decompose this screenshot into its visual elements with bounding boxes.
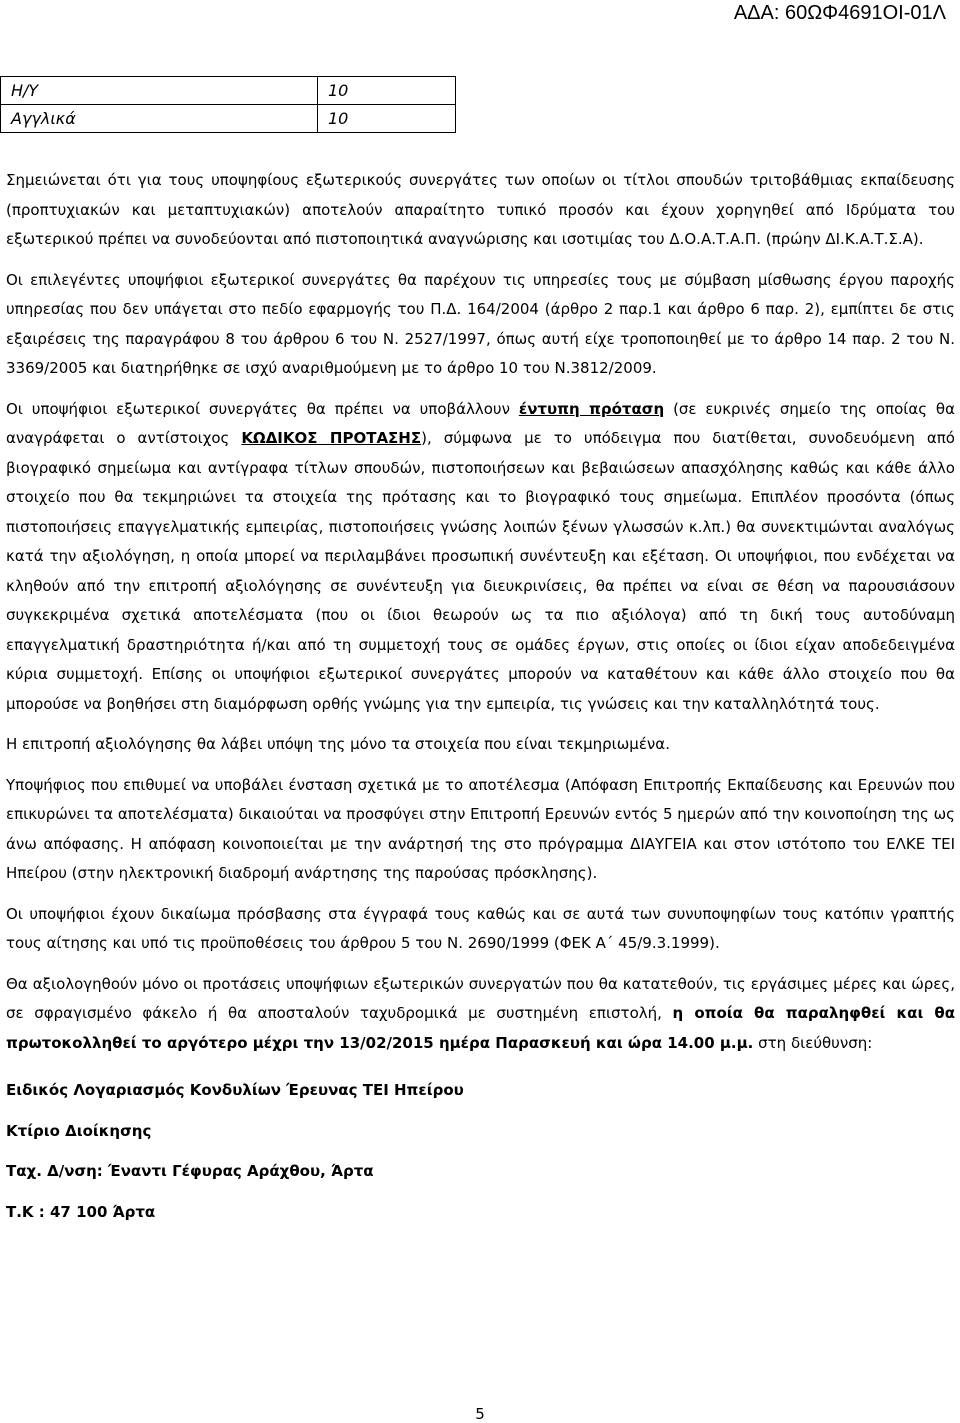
paragraph-access-rights: Οι υποψήφιοι έχουν δικαίωμα πρόσβασης στα έγγραφά τους καθώς και σε αυτά των συνυποψηφίων τους κατόπιν γραπτής τους αίτησης και υπό τις προϋποθέσεις του άρθρου 5 του Ν. 2690/1999 (ΦΕΚ Α΄ 45/9.3.1999). <box>6 904 955 952</box>
text-span: (σε ευκρινές σημείο της οποίας θα αναγράφεται ο αντίστοιχος <box>6 399 955 447</box>
paragraph-contract-type: Οι επιλεγέντες υποψήφιοι εξωτερικοί συνεργάτες θα παρέχουν τις υπηρεσίες τους με σύμβαση μίσθωσης έργου παροχής υπηρεσίας που δεν υπάγεται στο πεδίο εφαρμογής του Π.Δ. 164/2004 (άρθρο 2 παρ.1 και άρθρο 6 παρ. 2), εμπίπτει δε στις εξαιρέσεις της παραγράφου 8 του άρθρου 6 του Ν. 2527/1997, όπως αυτή είχε τροποποιηθεί με το άρθρο 14 παρ. 2 του Ν. 3369/2005 και διατηρήθηκε σε ισχύ αναριθμούμενη με το άρθρο 10 του Ν.3812/2009. <box>6 270 955 377</box>
paragraph-objection: Υποψήφιος που επιθυμεί να υποβάλει ένσταση σχετικά με το αποτέλεσμα (Απόφαση Επιτροπής Εκπαίδευσης και Ερευνών που επικυρώνει τα αποτελέσματα) δικαιούται να προσφύγει στην Επιτροπή Ερευνών εντός 5 ημερών από την κοινοποίηση της ως άνω απόφασης. Η απόφαση κοινοποιείται με την ανάρτησή της στο πρόγραμμα ΔΙΑΥΓΕΙΑ και στον ιστότοπο του ΕΛΚΕ ΤΕΙ Ηπείρου (στην ηλεκτρονική διαδρομή ανάρτησης της παρούσας πρόσκλησης). <box>6 775 955 882</box>
subject-cell: Αγγλικά <box>1 105 318 133</box>
address-line-1: Ειδικός Λογαριασμός Κονδυλίων Έρευνας ΤΕΙ Ηπείρου <box>6 1081 464 1099</box>
paragraph-submission-requirements <box>6 395 955 720</box>
text-span: στη διεύθυνση: <box>753 1033 873 1052</box>
table-row <box>1 105 456 133</box>
score-cell: 10 <box>318 77 456 105</box>
emphasis-proposal-code: ΚΩΔΙΚΟΣ ΠΡΟΤΑΣΗΣ <box>241 429 422 447</box>
text-span: Θα αξιολογηθούν μόνο οι προτάσεις υποψήφιων εξωτερικών συνεργατών που θα κατατεθούν, τις εργάσιμες μέρες και ώρες, σε σφραγισμένο φάκελο ή θα αποσταλούν ταχυδρομικά με συστημένη επιστολή, <box>6 974 955 1022</box>
paragraph-evaluation: Η επιτροπή αξιολόγησης θα λάβει υπόψη της μόνο τα στοιχεία που είναι τεκμηριωμένα. <box>6 735 670 753</box>
table-row <box>1 77 456 105</box>
deadline-emphasis: η οποία θα παραληφθεί και θα πρωτοκολληθεί το αργότερο μέχρι την 13/02/2015 ημέρα Παρασκευή και ώρα 14.00 μ.μ. <box>6 1004 956 1052</box>
paragraph-foreign-degrees: Σημειώνεται ότι για τους υποψηφίους εξωτερικούς συνεργάτες των οποίων οι τίτλοι σπουδών τριτοβάθμιας εκπαίδευσης (προπτυχιακών και μεταπτυχιακών) αποτελούν απαραίτητο τυπικό προσόν και έχουν χορηγηθεί από Ιδρύματα του εξωτερικού πρέπει να συνοδεύονται από πιστοποιητικά αναγνώρισης και ισοτιμίας του Δ.Ο.Α.Τ.Α.Π. (πρώην ΔΙ.Κ.Α.Τ.Σ.Α). <box>6 171 955 248</box>
score-cell: 10 <box>318 105 456 133</box>
address-line-2: Κτίριο Διοίκησης <box>6 1121 152 1140</box>
ada-code: ΑΔΑ: 60ΩΦ4691ΟΙ-01Λ <box>733 2 946 24</box>
address-line-4: Τ.Κ : 47 100 Άρτα <box>6 1202 156 1221</box>
text-span: Οι υποψήφιοι εξωτερικοί συνεργάτες θα πρέπει να υποβάλλουν <box>6 399 519 418</box>
document-body <box>6 166 955 1238</box>
text-span: ), σύμφωνα με το υπόδειγμα που διατίθεται, συνοδευόμενη από βιογραφικό σημείωμα και αντίγραφα τίτλων σπουδών, πιστοποιήσεων και βεβαιώσεων απασχόλησης καθώς και κάθε άλλο στοιχείο που θα τεκμηριώνει τα στοιχεία της πρότασης και το βιογραφικό τους σημείωμα. Επιπλέον προσόντα (όπως πιστοποιήσεις επαγγελματικής εμπειρίας, πιστοποιήσεις γνώσης λοιπών ξένων γλωσσών κ.λπ.) θα συνεκτιμώνται αναλόγως κατά την αξιολόγηση, η οποία μπορεί να περιλαμβάνει προσωπική συνέντευξη και εξέταση. Οι υποψήφιοι, που ενδέχεται να κληθούν από την επιτροπή αξιολόγησης σε συνέντευξη για διευκρινίσεις, θα πρέπει να είναι σε θέση να παρουσιάσουν συγκεκριμένα σχετικά αποτελέσματα (που οι ίδιοι θεωρούν ως τα πιο αξιόλογα) από τη δική τους αυτοδύναμη επαγγελματική δραστηριότητα ή/και από τη συμμετοχή τους σε ομάδες έργων, στις οποίες οι ίδιοι είχαν αποδεδειγμένα κύρια συμμετοχή. Επίσης οι υποψήφιοι εξωτερικοί συνεργάτες μπορούν να καταθέτουν και κάθε άλλο στοιχείο που θα μπορούσε να βοηθήσει στη διαμόρφωση ορθής γνώμης για την εμπειρία, τις γνώσεις και την καταλληλότητά τους. <box>6 429 955 713</box>
page-number: 5 <box>475 1405 485 1423</box>
address-line-3: Ταχ. Δ/νση: Έναντι Γέφυρας Αράχθου, Άρτα <box>6 1162 374 1180</box>
emphasis-printed-proposal: έντυπη πρόταση <box>518 399 665 418</box>
subject-cell: Η/Υ <box>1 77 318 105</box>
paragraph-deadline <box>6 970 955 1059</box>
grades-table <box>0 76 456 133</box>
